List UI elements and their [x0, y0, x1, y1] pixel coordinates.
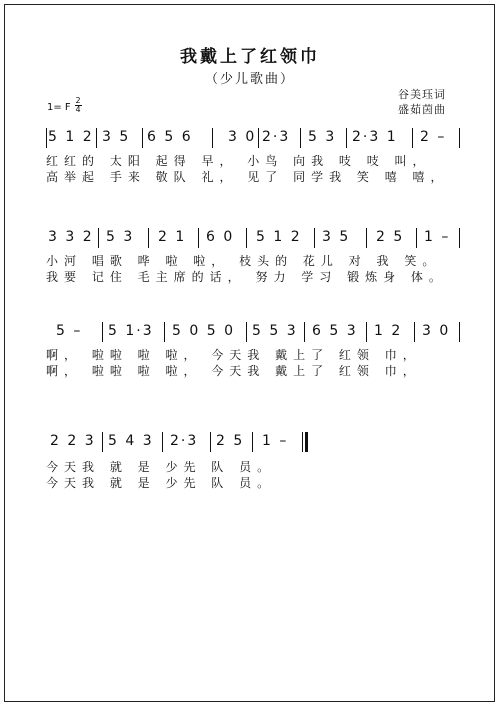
- measure: 5 1 2: [48, 129, 94, 145]
- measure: 5 3: [106, 229, 135, 245]
- measure: 5 1 2: [256, 229, 302, 245]
- measure: 5 5 3: [252, 323, 298, 339]
- lyric-line: 小河 唱歌 哗 啦 啦， 枝头的 花儿 对 我 笑。: [46, 254, 441, 268]
- measure: 3 5: [322, 229, 351, 245]
- measure: 1 –: [424, 229, 451, 245]
- measure: 5 4 3: [108, 433, 154, 449]
- measure: 3 5: [102, 129, 131, 145]
- lyric-line: 啊， 啦啦 啦 啦， 今天我 戴上了 红领 巾，: [46, 364, 421, 378]
- lyric-line: 啊， 啦啦 啦 啦， 今天我 戴上了 红领 巾，: [46, 348, 421, 362]
- measure: 2 2 3: [50, 433, 96, 449]
- lyric-line: 我要 记住 毛主席的话， 努力 学习 锻炼身 体。: [46, 270, 447, 284]
- score-line-1: [46, 128, 460, 148]
- measure: 6 5 6: [147, 129, 193, 145]
- measure: 5 3: [308, 129, 337, 145]
- measure: 6 5 3: [312, 323, 358, 339]
- measure: 2·3: [262, 129, 291, 145]
- measure: 2 –: [420, 129, 447, 145]
- measure: 5 0 5 0: [172, 323, 235, 339]
- score-line-3: [46, 322, 460, 342]
- lyric-line: 红红的 太阳 起得 早， 小鸟 向我 吱 吱 叫，: [46, 154, 431, 168]
- lyric-line: 今天我 就 是 少先 队 员。: [46, 476, 276, 490]
- lyric-line: 今天我 就 是 少先 队 员。: [46, 460, 276, 474]
- lyricist-credit: 谷美珏词: [398, 88, 446, 101]
- measure: 2·3: [170, 433, 199, 449]
- measure: 5 –: [56, 323, 83, 339]
- measure: 3 0: [228, 129, 257, 145]
- song-title: 我戴上了红领巾: [180, 47, 320, 67]
- measure: 1 2: [374, 323, 403, 339]
- song-subtitle: （少儿歌曲）: [204, 72, 295, 87]
- composer-credit: 盛茹茵曲: [398, 103, 446, 116]
- measure: 3 0: [422, 323, 451, 339]
- key-signature: 1= F: [47, 102, 71, 113]
- score-line-2: [46, 228, 460, 248]
- time-signature: [74, 97, 82, 114]
- measure: 2 5: [376, 229, 405, 245]
- measure: 5 1·3: [108, 323, 154, 339]
- measure: 2 5: [216, 433, 245, 449]
- time-sig-bottom: 4: [75, 105, 81, 114]
- lyric-line: 高举起 手来 敬队 礼， 见了 同学我 笑 嘻 嘻，: [46, 170, 449, 184]
- measure: 2·3 1: [352, 129, 398, 145]
- measure: 3 3 2: [48, 229, 94, 245]
- measure: 1 –: [262, 433, 289, 449]
- time-sig-top: 2: [75, 96, 81, 105]
- score-line-4: [46, 432, 460, 452]
- measure: 6 0: [206, 229, 235, 245]
- measure: 2 1: [158, 229, 187, 245]
